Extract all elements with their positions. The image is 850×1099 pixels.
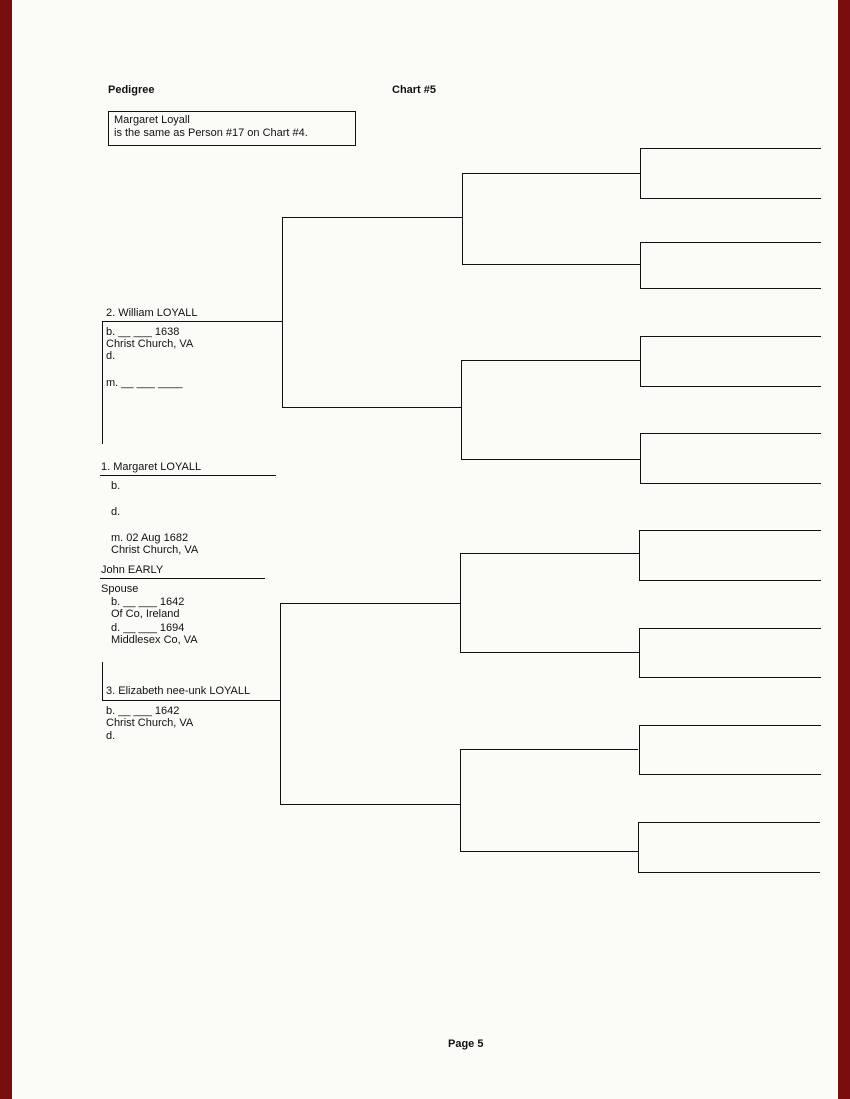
ggp-line-2a [640,242,821,243]
mother-name: 3. Elizabeth nee-unk LOYALL [106,685,251,697]
father-bracket [102,321,103,444]
ggp-bracket-5 [639,530,640,580]
ggp-bracket-7 [639,725,640,774]
ggp-bracket-4 [640,433,641,483]
ggp-line-7a [639,725,821,726]
ggp-line-6b [639,677,821,678]
page-title: Pedigree [108,84,155,96]
mother-line [102,700,280,701]
ggp-line-1b [640,198,821,199]
gp-line-4b [460,851,638,852]
father-line [102,321,282,322]
spouse-death-place: Middlesex Co, VA [111,634,198,646]
ggp-line-5a [639,530,821,531]
subject-birth: b. [111,480,121,492]
note-line-2: is the same as Person #17 on Chart #4. [114,127,308,139]
note-line-1: Margaret Loyall [114,114,190,126]
father-father-line [282,217,462,218]
ggp-line-3a [640,336,821,337]
gp-line-2b [461,459,640,460]
ggp-line-1a [640,148,821,149]
subject-name: 1. Margaret LOYALL [101,461,202,473]
spouse-name: John EARLY [101,564,164,576]
mother-birth-place: Christ Church, VA [106,717,194,729]
ggp-line-2b [640,288,821,289]
ggp-bracket-2 [640,242,641,288]
mother-death: d. [106,730,116,742]
father-name: 2. William LOYALL [106,307,198,319]
gp-bracket-2 [461,360,462,459]
page-number: Page 5 [448,1038,484,1050]
gp-bracket-1 [462,173,463,264]
gp-line-3a [460,553,639,554]
ggp-line-8b [638,872,820,873]
ggp-line-6a [639,628,821,629]
gp-bracket-4 [460,749,461,851]
spouse-line [100,578,265,579]
ggp-line-4b [640,483,821,484]
father-death: d. [106,350,116,362]
ggp-bracket-1 [640,148,641,198]
ggp-bracket-3 [640,336,641,386]
spouse-birth: b. __ ___ 1642 [111,596,185,608]
subject-marriage: m. 02 Aug 1682 [111,532,189,544]
mother-father-line [280,603,460,604]
ggp-line-5b [639,580,821,581]
mother-mother-line [280,804,460,805]
chart-number: Chart #5 [392,84,437,96]
mother-bracket [102,662,103,700]
mother-parents-bracket [280,603,281,804]
father-marriage: m. __ ___ ____ [106,377,183,389]
ggp-bracket-6 [639,628,640,677]
ggp-line-7b [639,774,821,775]
gp-line-1b [462,264,640,265]
subject-marriage-place: Christ Church, VA [111,544,199,556]
pedigree-page [12,0,838,1099]
spouse-death: d. __ ___ 1694 [111,622,185,634]
gp-line-4a [460,749,638,750]
spouse-birth-place: Of Co, Ireland [111,608,180,620]
subject-death: d. [111,506,121,518]
father-birth: b. __ ___ 1638 [106,326,180,338]
ggp-line-8a [638,822,820,823]
father-mother-line [282,407,462,408]
ggp-line-3b [640,386,821,387]
father-parents-bracket [282,217,283,407]
note-box [108,111,356,146]
spouse-label: Spouse [101,583,139,595]
subject-line [100,475,276,476]
gp-line-2a [461,360,640,361]
gp-line-3b [460,652,639,653]
father-birth-place: Christ Church, VA [106,338,194,350]
ggp-bracket-8 [638,822,639,872]
gp-bracket-3 [460,553,461,652]
gp-line-1a [462,173,640,174]
ggp-line-4a [640,433,821,434]
mother-birth: b. __ ___ 1642 [106,705,180,717]
